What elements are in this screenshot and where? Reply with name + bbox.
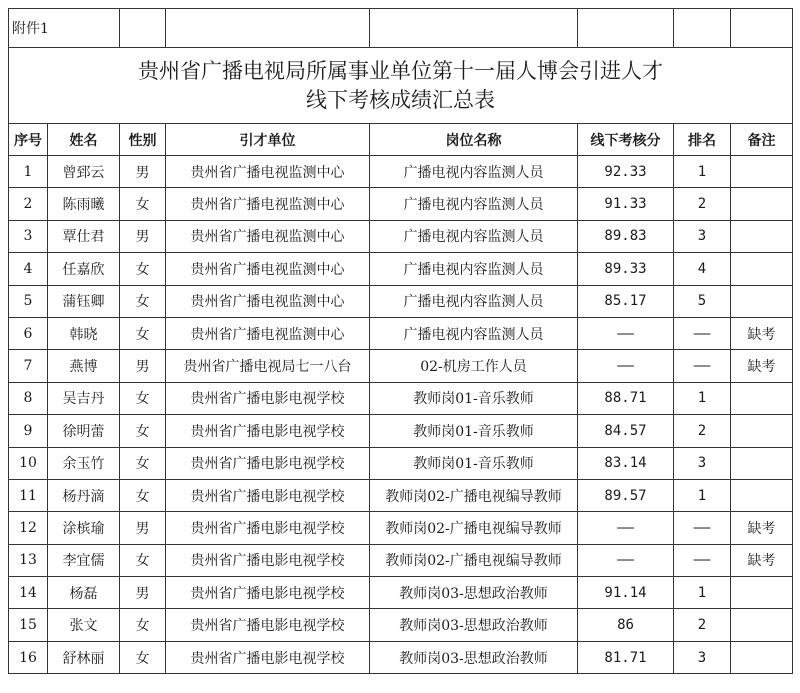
cell-note <box>731 253 793 285</box>
cell-seq: 5 <box>9 285 48 317</box>
cell-rank: 3 <box>674 641 731 673</box>
cell-score: 84.57 <box>578 415 674 447</box>
cell-post: 教师岗02-广播电视编导教师 <box>370 512 578 544</box>
table-row <box>9 577 793 609</box>
cell-unit: 贵州省广播电影电视学校 <box>166 382 370 414</box>
cell-rank: —— <box>674 544 731 576</box>
table-row <box>9 253 793 285</box>
header-gender: 性别 <box>120 124 166 156</box>
cell-score: 88.71 <box>578 382 674 414</box>
cell-unit: 贵州省广播电视监测中心 <box>166 285 370 317</box>
cell-name: 蒲钰卿 <box>48 285 120 317</box>
cell-unit: 贵州省广播电视监测中心 <box>166 188 370 220</box>
cell-rank: —— <box>674 512 731 544</box>
cell-post: 广播电视内容监测人员 <box>370 285 578 317</box>
cell-rank: 3 <box>674 220 731 252</box>
cell-gender: 男 <box>120 512 166 544</box>
cell-name: 覃仕君 <box>48 220 120 252</box>
cell-note <box>731 447 793 479</box>
cell-gender: 男 <box>120 156 166 188</box>
column-header-row <box>9 124 793 156</box>
blank-cell <box>578 9 674 48</box>
attachment-row <box>9 9 793 48</box>
cell-rank: 1 <box>674 577 731 609</box>
cell-note <box>731 479 793 511</box>
table-row <box>9 285 793 317</box>
cell-note <box>731 577 793 609</box>
cell-score: 85.17 <box>578 285 674 317</box>
header-score: 线下考核分 <box>578 124 674 156</box>
blank-cell <box>674 9 731 48</box>
cell-score: 81.71 <box>578 641 674 673</box>
cell-post: 教师岗01-音乐教师 <box>370 382 578 414</box>
title-line-1: 贵州省广播电视局所属事业单位第十一届人博会引进人才 <box>138 58 663 83</box>
cell-note: 缺考 <box>731 544 793 576</box>
cell-score: —— <box>578 317 674 349</box>
cell-note <box>731 188 793 220</box>
cell-gender: 女 <box>120 609 166 641</box>
cell-name: 陈雨曦 <box>48 188 120 220</box>
cell-note <box>731 382 793 414</box>
cell-name: 任嘉欣 <box>48 253 120 285</box>
cell-name: 李宜儒 <box>48 544 120 576</box>
cell-rank: 2 <box>674 415 731 447</box>
cell-gender: 男 <box>120 350 166 382</box>
cell-unit: 贵州省广播电视监测中心 <box>166 253 370 285</box>
cell-post: 广播电视内容监测人员 <box>370 253 578 285</box>
document-title <box>9 48 793 124</box>
cell-gender: 女 <box>120 641 166 673</box>
cell-rank: 1 <box>674 479 731 511</box>
score-summary-table <box>8 8 793 674</box>
cell-note <box>731 156 793 188</box>
cell-name: 吴吉丹 <box>48 382 120 414</box>
cell-rank: 3 <box>674 447 731 479</box>
cell-gender: 女 <box>120 317 166 349</box>
table-row <box>9 512 793 544</box>
cell-seq: 1 <box>9 156 48 188</box>
cell-note: 缺考 <box>731 350 793 382</box>
cell-rank: 1 <box>674 156 731 188</box>
cell-unit: 贵州省广播电影电视学校 <box>166 577 370 609</box>
table-row <box>9 317 793 349</box>
cell-seq: 10 <box>9 447 48 479</box>
cell-score: —— <box>578 350 674 382</box>
cell-name: 杨磊 <box>48 577 120 609</box>
cell-seq: 14 <box>9 577 48 609</box>
table-row <box>9 544 793 576</box>
header-note: 备注 <box>731 124 793 156</box>
cell-rank: —— <box>674 317 731 349</box>
cell-score: 89.33 <box>578 253 674 285</box>
table-row <box>9 188 793 220</box>
cell-seq: 12 <box>9 512 48 544</box>
cell-score: 91.14 <box>578 577 674 609</box>
cell-unit: 贵州省广播电影电视学校 <box>166 479 370 511</box>
cell-score: 86 <box>578 609 674 641</box>
header-seq: 序号 <box>9 124 48 156</box>
header-name: 姓名 <box>48 124 120 156</box>
cell-seq: 11 <box>9 479 48 511</box>
cell-rank: 5 <box>674 285 731 317</box>
cell-post: 教师岗03-思想政治教师 <box>370 609 578 641</box>
cell-unit: 贵州省广播电视监测中心 <box>166 317 370 349</box>
cell-seq: 4 <box>9 253 48 285</box>
blank-cell <box>370 9 578 48</box>
table-row <box>9 479 793 511</box>
cell-note <box>731 220 793 252</box>
cell-post: 广播电视内容监测人员 <box>370 188 578 220</box>
cell-seq: 13 <box>9 544 48 576</box>
table-row <box>9 641 793 673</box>
cell-rank: 4 <box>674 253 731 285</box>
blank-cell <box>731 9 793 48</box>
table-row <box>9 350 793 382</box>
cell-score: 83.14 <box>578 447 674 479</box>
cell-post: 02-机房工作人员 <box>370 350 578 382</box>
table-row <box>9 220 793 252</box>
cell-name: 涂槟瑜 <box>48 512 120 544</box>
cell-name: 杨丹滴 <box>48 479 120 511</box>
header-post: 岗位名称 <box>370 124 578 156</box>
cell-unit: 贵州省广播电影电视学校 <box>166 609 370 641</box>
cell-score: —— <box>578 544 674 576</box>
title-row <box>9 48 793 124</box>
title-line-2: 线下考核成绩汇总表 <box>306 87 495 112</box>
cell-post: 教师岗02-广播电视编导教师 <box>370 544 578 576</box>
cell-gender: 女 <box>120 382 166 414</box>
table-row <box>9 609 793 641</box>
cell-post: 广播电视内容监测人员 <box>370 156 578 188</box>
cell-unit: 贵州省广播电影电视学校 <box>166 415 370 447</box>
cell-score: —— <box>578 512 674 544</box>
cell-seq: 16 <box>9 641 48 673</box>
table-row <box>9 156 793 188</box>
cell-score: 89.83 <box>578 220 674 252</box>
cell-rank: —— <box>674 350 731 382</box>
cell-name: 韩晓 <box>48 317 120 349</box>
cell-note <box>731 641 793 673</box>
cell-rank: 2 <box>674 609 731 641</box>
cell-gender: 女 <box>120 544 166 576</box>
cell-unit: 贵州省广播电影电视学校 <box>166 512 370 544</box>
cell-post: 教师岗03-思想政治教师 <box>370 641 578 673</box>
cell-unit: 贵州省广播电影电视学校 <box>166 641 370 673</box>
cell-score: 89.57 <box>578 479 674 511</box>
cell-seq: 2 <box>9 188 48 220</box>
cell-post: 广播电视内容监测人员 <box>370 220 578 252</box>
cell-name: 舒林丽 <box>48 641 120 673</box>
cell-post: 教师岗01-音乐教师 <box>370 415 578 447</box>
cell-score: 91.33 <box>578 188 674 220</box>
cell-unit: 贵州省广播电视局七一八台 <box>166 350 370 382</box>
cell-post: 教师岗01-音乐教师 <box>370 447 578 479</box>
table-row <box>9 382 793 414</box>
cell-seq: 6 <box>9 317 48 349</box>
cell-gender: 女 <box>120 188 166 220</box>
cell-unit: 贵州省广播电影电视学校 <box>166 544 370 576</box>
attachment-label: 附件1 <box>9 9 120 48</box>
cell-post: 教师岗03-思想政治教师 <box>370 577 578 609</box>
cell-note: 缺考 <box>731 317 793 349</box>
cell-unit: 贵州省广播电视监测中心 <box>166 220 370 252</box>
cell-gender: 女 <box>120 479 166 511</box>
cell-gender: 女 <box>120 253 166 285</box>
cell-gender: 男 <box>120 220 166 252</box>
table-row <box>9 447 793 479</box>
cell-seq: 9 <box>9 415 48 447</box>
cell-note <box>731 415 793 447</box>
cell-name: 曾郅云 <box>48 156 120 188</box>
cell-seq: 8 <box>9 382 48 414</box>
cell-gender: 女 <box>120 447 166 479</box>
cell-unit: 贵州省广播电视监测中心 <box>166 156 370 188</box>
blank-cell <box>120 9 166 48</box>
cell-seq: 7 <box>9 350 48 382</box>
cell-note <box>731 609 793 641</box>
cell-unit: 贵州省广播电影电视学校 <box>166 447 370 479</box>
cell-seq: 15 <box>9 609 48 641</box>
cell-note <box>731 285 793 317</box>
cell-rank: 1 <box>674 382 731 414</box>
cell-name: 燕博 <box>48 350 120 382</box>
cell-seq: 3 <box>9 220 48 252</box>
cell-rank: 2 <box>674 188 731 220</box>
table-row <box>9 415 793 447</box>
cell-gender: 男 <box>120 577 166 609</box>
cell-gender: 女 <box>120 415 166 447</box>
cell-post: 广播电视内容监测人员 <box>370 317 578 349</box>
header-rank: 排名 <box>674 124 731 156</box>
cell-post: 教师岗02-广播电视编导教师 <box>370 479 578 511</box>
cell-name: 徐明蕾 <box>48 415 120 447</box>
cell-score: 92.33 <box>578 156 674 188</box>
cell-name: 余玉竹 <box>48 447 120 479</box>
cell-name: 张文 <box>48 609 120 641</box>
cell-gender: 女 <box>120 285 166 317</box>
cell-note: 缺考 <box>731 512 793 544</box>
blank-cell <box>166 9 370 48</box>
header-unit: 引才单位 <box>166 124 370 156</box>
